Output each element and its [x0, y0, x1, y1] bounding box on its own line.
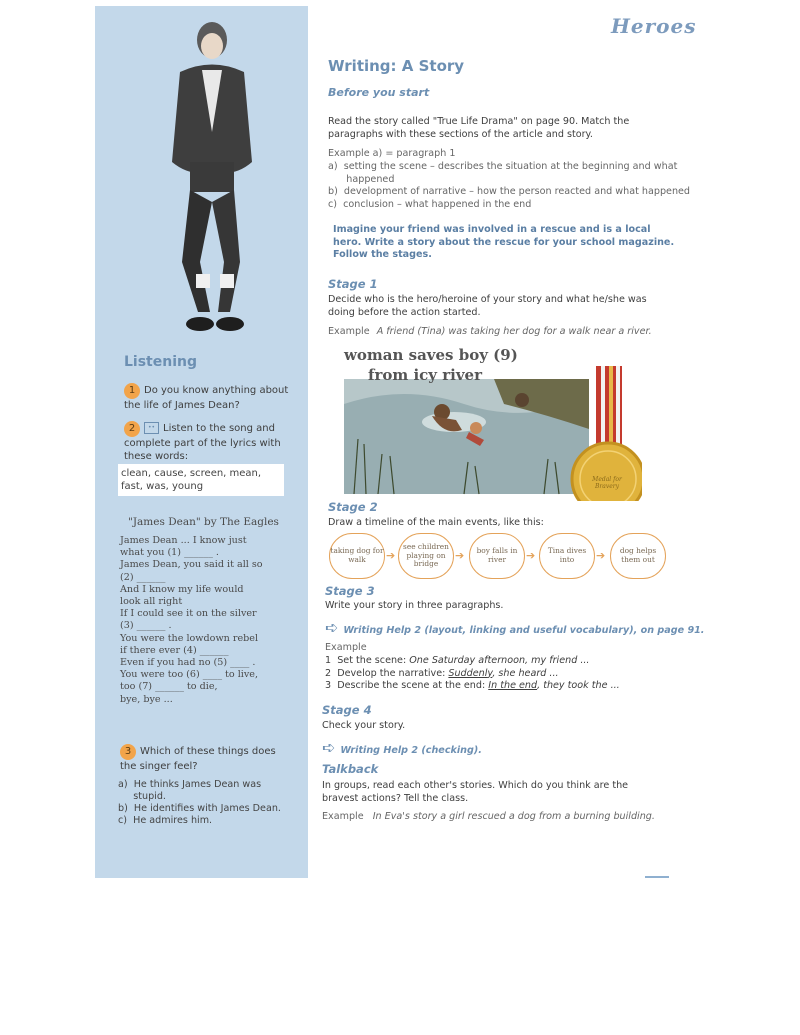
section-item: a) setting the scene – describes the situation at the beginning and what: [328, 161, 678, 172]
example-text: A friend (Tina) was taking her dog for a walk near a river.: [376, 326, 652, 337]
lyric-line: James Dean, you said it all so: [120, 559, 263, 571]
checking-help-link[interactable]: ➪ Writing Help 2 (checking).: [322, 738, 482, 757]
stage1-example: [328, 326, 673, 339]
song-title: "James Dean" by The Eagles: [128, 516, 279, 528]
section-title: Heroes: [611, 14, 697, 38]
question-number: 1: [124, 383, 140, 399]
stage4-text: Check your story.: [322, 720, 406, 731]
word-box: clean, cause, screen, mean, fast, was, young: [118, 464, 284, 496]
stage3-steps: [325, 655, 675, 693]
arrow-right-icon: ➔: [386, 549, 396, 562]
talkback-text: In groups, read each other's stories. Which do you think are the bravest actions? Tell the class.: [322, 780, 629, 804]
answer-option: b) He identifies with James Dean.: [118, 803, 281, 814]
arrow-icon: ➪: [325, 618, 339, 637]
lyric-line: (3) ______ .: [120, 620, 172, 632]
question-text: Do you know anything about the life of James Dean?: [124, 385, 289, 411]
lyric-line: James Dean ... I know just: [120, 535, 247, 546]
medal-text: Medal for Bravery: [592, 476, 622, 490]
page-marker: [645, 876, 669, 878]
lyric-line: too (7) ______ to die,: [120, 681, 218, 693]
audio-icon: ••: [144, 422, 159, 434]
question-3: [120, 744, 295, 773]
arrow-right-icon: ➔: [455, 549, 465, 562]
question-2: [124, 421, 294, 463]
lyric-line: look all right: [120, 596, 183, 608]
timeline-event: see children playing on bridge: [398, 533, 454, 579]
stage3-step: 2 Develop the narrative: Suddenly, she heard ...: [325, 667, 559, 679]
before-start-heading: Before you start: [328, 86, 430, 99]
answer-options: [118, 779, 303, 827]
headline-line-2: from icy river: [368, 366, 482, 384]
arrow-right-icon: ➔: [596, 549, 606, 562]
stage3-example-label: Example: [325, 642, 367, 653]
timeline-event: taking dog for walk: [329, 533, 385, 579]
lyric-line: You were the lowdown rebel: [120, 632, 259, 644]
lyric-line: And I know my life would: [120, 583, 244, 595]
lyric-line: If I could see it on the silver: [120, 608, 257, 620]
lyric-line: (2) ______: [120, 571, 166, 583]
lyric-line: You were too (6) ____ to live,: [120, 669, 259, 681]
question-number: 3: [120, 744, 136, 760]
stage3-step: 1 Set the scene: One Saturday afternoon, my friend ...: [325, 655, 590, 666]
question-number: 2: [124, 421, 140, 437]
headline-line-1: woman saves boy (9): [344, 346, 518, 364]
answer-option: c) He admires him.: [118, 815, 213, 826]
stage3-text: Write your story in three paragraphs.: [325, 600, 504, 611]
lyric-line: what you (1) ______ .: [120, 547, 219, 559]
section-item: happened: [328, 173, 395, 185]
lyric-line: Even if you had no (5) ____ .: [120, 657, 256, 669]
answer-option: stupid.: [118, 791, 166, 802]
example-line: Example a) = paragraph 1: [328, 148, 456, 159]
lyric-line: if there ever (4) ______: [120, 644, 229, 656]
question-1: [124, 383, 294, 412]
stage2-text: Draw a timeline of the main events, like this:: [328, 517, 544, 528]
song-lyrics: [120, 535, 300, 706]
timeline-event: boy falls in river: [469, 533, 525, 579]
stage3-title: Stage 3: [325, 584, 375, 598]
writing-help-link[interactable]: ➪ Writing Help 2 (layout, linking and useful vocabulary), on page 91.: [325, 618, 705, 637]
talkback-example: Example In Eva's story a girl rescued a dog from a burning building.: [322, 811, 655, 822]
question-text: Listen to the song and complete part of the lyrics with these words:: [124, 423, 281, 462]
lyric-line: bye, bye ...: [120, 693, 173, 705]
task-text: Imagine your friend was involved in a rescue and is a local hero. Write a story about the rescue for your school magazine. Follow the stages.: [333, 224, 675, 260]
example-label: Example: [328, 326, 370, 337]
page-title: Writing: A Story: [328, 57, 465, 75]
arrow-right-icon: ➔: [526, 549, 536, 562]
arrow-icon: ➪: [322, 738, 336, 757]
listening-title: Listening: [124, 354, 197, 370]
stage1-text: Decide who is the hero/heroine of your story and what he/she was doing before the action started.: [328, 294, 647, 318]
james-dean-photo: [140, 12, 275, 342]
stage1-title: Stage 1: [328, 277, 378, 291]
section-item: b) development of narrative – how the person reacted and what happened: [328, 186, 691, 197]
answer-option: a) He thinks James Dean was: [118, 779, 262, 790]
stage2-title: Stage 2: [328, 500, 378, 514]
question-text: Which of these things does the singer feel?: [120, 746, 276, 772]
stage4-title: Stage 4: [322, 703, 372, 717]
talkback-title: Talkback: [322, 762, 379, 776]
section-item: c) conclusion – what happened in the end: [328, 198, 532, 210]
section-list: [328, 161, 691, 211]
intro-text: Read the story called "True Life Drama" on page 90. Match the paragraphs with these sections of the article and story.: [328, 116, 630, 140]
stage3-step: 3 Describe the scene at the end: In the end, they took the ...: [325, 680, 620, 691]
timeline-event: dog helps them out: [610, 533, 666, 579]
timeline-event: Tina dives into: [539, 533, 595, 579]
